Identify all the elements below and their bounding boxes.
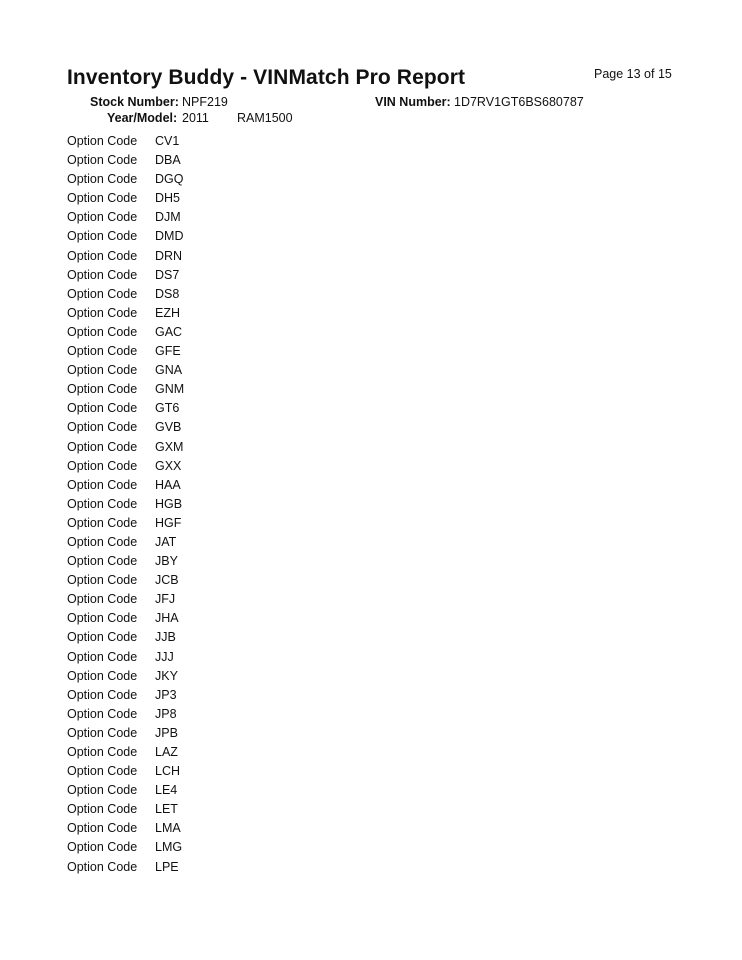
option-code-row [67, 743, 184, 762]
option-code-value: DMD [155, 229, 184, 244]
option-code-value: LAZ [155, 745, 178, 759]
option-code-row [67, 399, 184, 418]
option-code-label: Option Code [67, 554, 138, 569]
option-code-label: Option Code [67, 458, 138, 473]
option-code-row [67, 189, 184, 208]
option-code-value: JKY [155, 668, 178, 683]
option-code-value: GNA [155, 363, 183, 378]
option-code-row [67, 571, 184, 590]
option-code-value: CV1 [155, 134, 180, 148]
option-code-label: Option Code [67, 611, 138, 626]
option-code-label: Option Code [67, 191, 138, 206]
option-code-label: Option Code [67, 324, 138, 339]
option-code-value: DBA [155, 153, 181, 168]
option-code-label: Option Code [67, 439, 138, 454]
option-code-row [67, 648, 184, 667]
option-code-label: Option Code [67, 420, 138, 435]
option-code-label: Option Code [67, 649, 138, 664]
option-code-label: Option Code [67, 687, 138, 702]
option-code-row [67, 819, 184, 838]
option-code-label: Option Code [67, 859, 138, 874]
option-code-value: GFE [155, 344, 181, 359]
option-code-row [67, 858, 184, 877]
option-code-label: Option Code [67, 668, 138, 683]
option-code-value: JJB [155, 630, 176, 645]
option-code-row [67, 361, 184, 380]
option-code-row [67, 170, 184, 189]
option-code-row [67, 628, 184, 647]
option-code-row [67, 514, 184, 533]
option-code-value: HAA [155, 477, 181, 492]
option-code-value: JAT [155, 534, 177, 549]
option-code-label: Option Code [67, 821, 138, 836]
option-code-value: DS7 [155, 267, 180, 282]
option-code-row [67, 476, 184, 495]
option-code-value: LPE [155, 859, 179, 874]
option-code-row [67, 533, 184, 552]
option-code-label: Option Code [67, 630, 138, 645]
option-code-value: DJM [155, 210, 181, 225]
option-code-row [67, 304, 184, 323]
option-code-row [67, 781, 184, 800]
option-code-value: GXM [155, 439, 184, 454]
option-code-value: HGF [155, 515, 182, 530]
option-code-value: GXX [155, 458, 182, 473]
option-code-value: LMA [155, 821, 181, 836]
option-code-value: JPB [155, 725, 178, 740]
option-code-row [67, 457, 184, 476]
option-code-row [67, 686, 184, 705]
option-code-label: Option Code [67, 153, 138, 168]
option-code-value: LMG [155, 840, 183, 855]
option-code-value: JHA [155, 611, 179, 626]
option-code-label: Option Code [67, 172, 138, 187]
option-code-row [67, 609, 184, 628]
option-code-value: GAC [155, 324, 183, 339]
option-code-row [67, 151, 184, 170]
option-code-value: JBY [155, 554, 178, 569]
year-model-label: Year/Model: [107, 111, 178, 125]
option-code-label: Option Code [67, 210, 138, 225]
option-code-label: Option Code [67, 267, 138, 282]
option-code-value: GT6 [155, 401, 180, 416]
option-code-value: JCB [155, 573, 179, 588]
report-title: Inventory Buddy - VINMatch Pro Report [67, 66, 466, 89]
option-code-row [67, 285, 184, 304]
option-code-label: Option Code [67, 725, 138, 740]
option-code-row [67, 705, 184, 724]
option-code-label: Option Code [67, 134, 138, 148]
option-code-value: DGQ [155, 172, 184, 187]
option-code-value: LCH [155, 764, 181, 779]
option-code-label: Option Code [67, 363, 138, 378]
option-code-label: Option Code [67, 477, 138, 492]
option-code-value: DRN [155, 248, 183, 263]
option-code-value: JP3 [155, 687, 177, 702]
option-code-row [67, 132, 184, 151]
option-code-row [67, 838, 184, 857]
option-code-value: EZH [155, 305, 180, 320]
option-code-list [67, 132, 184, 877]
option-code-row [67, 724, 184, 743]
option-code-label: Option Code [67, 745, 138, 759]
option-code-row [67, 380, 184, 399]
option-code-label: Option Code [67, 534, 138, 549]
option-code-row [67, 667, 184, 686]
option-code-row [67, 323, 184, 342]
option-code-value: GVB [155, 420, 182, 435]
option-code-label: Option Code [67, 229, 138, 244]
option-code-row [67, 495, 184, 514]
option-code-row [67, 590, 184, 609]
option-code-label: Option Code [67, 783, 138, 798]
model-value: RAM1500 [237, 111, 293, 125]
year-value: 2011 [182, 111, 209, 125]
option-code-value: JP8 [155, 706, 177, 721]
option-code-row [67, 418, 184, 437]
option-code-value: DS8 [155, 286, 180, 301]
option-code-label: Option Code [67, 401, 138, 416]
option-code-row [67, 800, 184, 819]
option-code-row [67, 227, 184, 246]
option-code-row [67, 247, 184, 266]
option-code-label: Option Code [67, 382, 138, 397]
option-code-value: GNM [155, 382, 185, 397]
option-code-row [67, 266, 184, 285]
option-code-label: Option Code [67, 592, 138, 607]
option-code-label: Option Code [67, 840, 138, 855]
option-code-value: JFJ [155, 592, 176, 607]
option-code-value: JJJ [155, 649, 174, 664]
option-code-row [67, 552, 184, 571]
option-code-label: Option Code [67, 802, 138, 817]
option-code-label: Option Code [67, 344, 138, 359]
option-code-value: HGB [155, 496, 183, 511]
vin-number-value: 1D7RV1GT6BS680787 [454, 95, 584, 109]
option-code-label: Option Code [67, 764, 138, 779]
option-code-label: Option Code [67, 248, 138, 263]
stock-number-label: Stock Number: [90, 95, 179, 109]
option-code-label: Option Code [67, 573, 138, 588]
option-code-row [67, 208, 184, 227]
option-code-label: Option Code [67, 305, 138, 320]
option-code-label: Option Code [67, 496, 138, 511]
option-code-row [67, 438, 184, 457]
option-code-value: DH5 [155, 191, 181, 206]
vin-number-label: VIN Number: [375, 95, 451, 109]
stock-number-value: NPF219 [182, 95, 228, 109]
option-code-row [67, 342, 184, 361]
option-code-value: LE4 [155, 783, 178, 798]
option-code-row [67, 762, 184, 781]
option-code-label: Option Code [67, 706, 138, 721]
option-code-label: Option Code [67, 515, 138, 530]
page-number: Page 13 of 15 [594, 67, 672, 81]
option-code-label: Option Code [67, 286, 138, 301]
option-code-value: LET [155, 802, 178, 817]
